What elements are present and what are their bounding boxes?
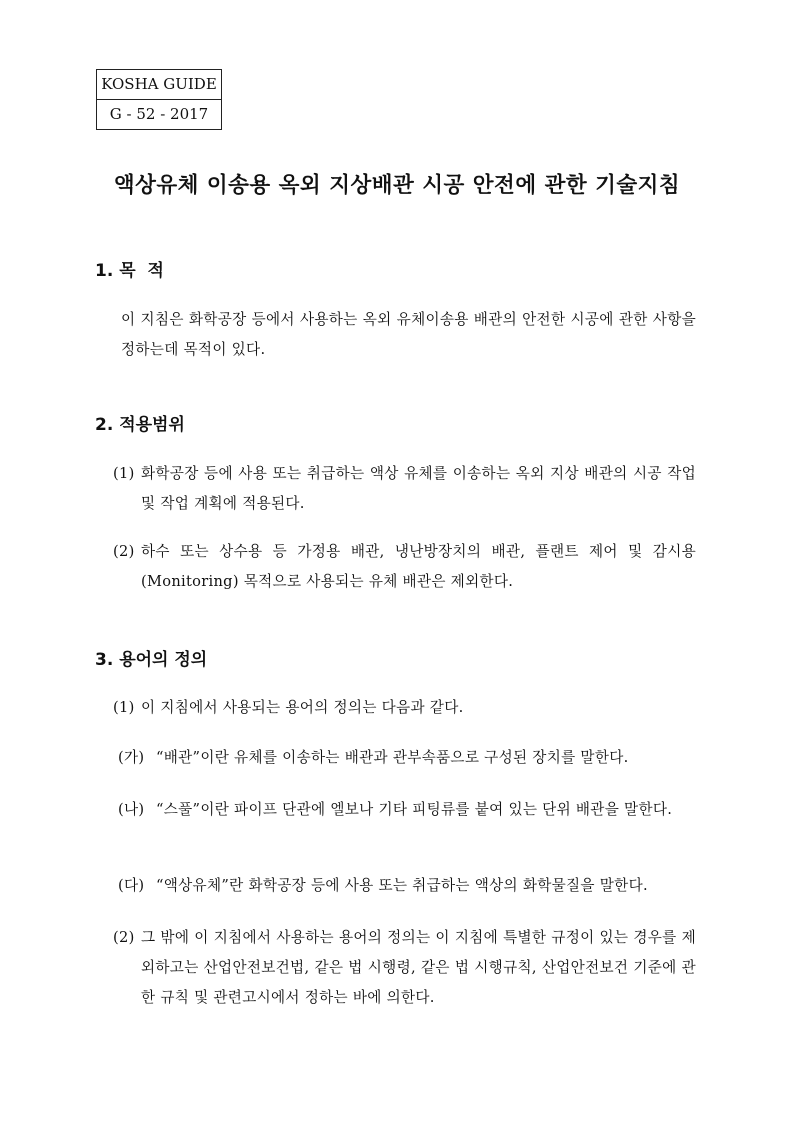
list-item	[118, 743, 696, 773]
item-text: 화학공장 등에 사용 또는 취급하는 액상 유체를 이송하는 옥외 지상 배관의 시공 작업 및 작업 계획에 적용된다.	[141, 465, 696, 512]
item-number: (가)	[118, 749, 145, 766]
document-title: 액상유체 이송용 옥외 지상배관 시공 안전에 관한 기술지침	[113, 173, 681, 198]
item-number: (다)	[118, 877, 145, 894]
item-text: “액상유체”란 화학공장 등에 사용 또는 취급하는 액상의 화학물질을 말한다.	[156, 877, 648, 894]
item-text: 이 지침에서 사용되는 용어의 정의는 다음과 같다.	[141, 699, 464, 716]
section-heading-purpose: 1. 목 적	[95, 261, 164, 281]
item-text: “배관”이란 유체를 이송하는 배관과 관부속품으로 구성된 장치를 말한다.	[156, 749, 629, 766]
item-number: (1)	[113, 465, 135, 482]
list-item	[118, 795, 696, 825]
item-number: (2)	[113, 543, 135, 560]
item-text: 하수 또는 상수용 등 가정용 배관, 냉난방장치의 배관, 플랜트 제어 및 감시용(Monitoring) 목적으로 사용되는 유체 배관은 제외한다.	[141, 543, 696, 590]
list-item	[113, 537, 696, 597]
guide-org-label: KOSHA GUIDE	[101, 75, 217, 93]
list-item	[113, 459, 696, 519]
item-number: (1)	[113, 699, 135, 716]
section-heading-definitions: 3. 용어의 정의	[95, 650, 208, 670]
item-number: (2)	[113, 929, 135, 946]
guide-code-label: G - 52 - 2017	[97, 99, 221, 129]
guide-code-box	[96, 69, 222, 130]
list-item	[113, 693, 696, 723]
item-number: (나)	[118, 801, 145, 818]
item-text: “스풀”이란 파이프 단관에 엘보나 기타 피팅류를 붙여 있는 단위 배관을 말한다.	[156, 801, 673, 818]
list-item	[118, 871, 696, 901]
item-text: 그 밖에 이 지침에서 사용하는 용어의 정의는 이 지침에 특별한 규정이 있는 경우를 제외하고는 산업안전보건법, 같은 법 시행령, 같은 법 시행규칙, 산업안전보건 기준에 관한 규칙 및 관련고시에서 정하는 바에 의한다.	[141, 929, 696, 1006]
section-purpose-body: 이 지침은 화학공장 등에서 사용하는 옥외 유체이송용 배관의 안전한 시공에 관한 사항을 정하는데 목적이 있다.	[121, 311, 696, 358]
section-heading-scope: 2. 적용범위	[95, 415, 185, 435]
list-item	[113, 923, 696, 1013]
